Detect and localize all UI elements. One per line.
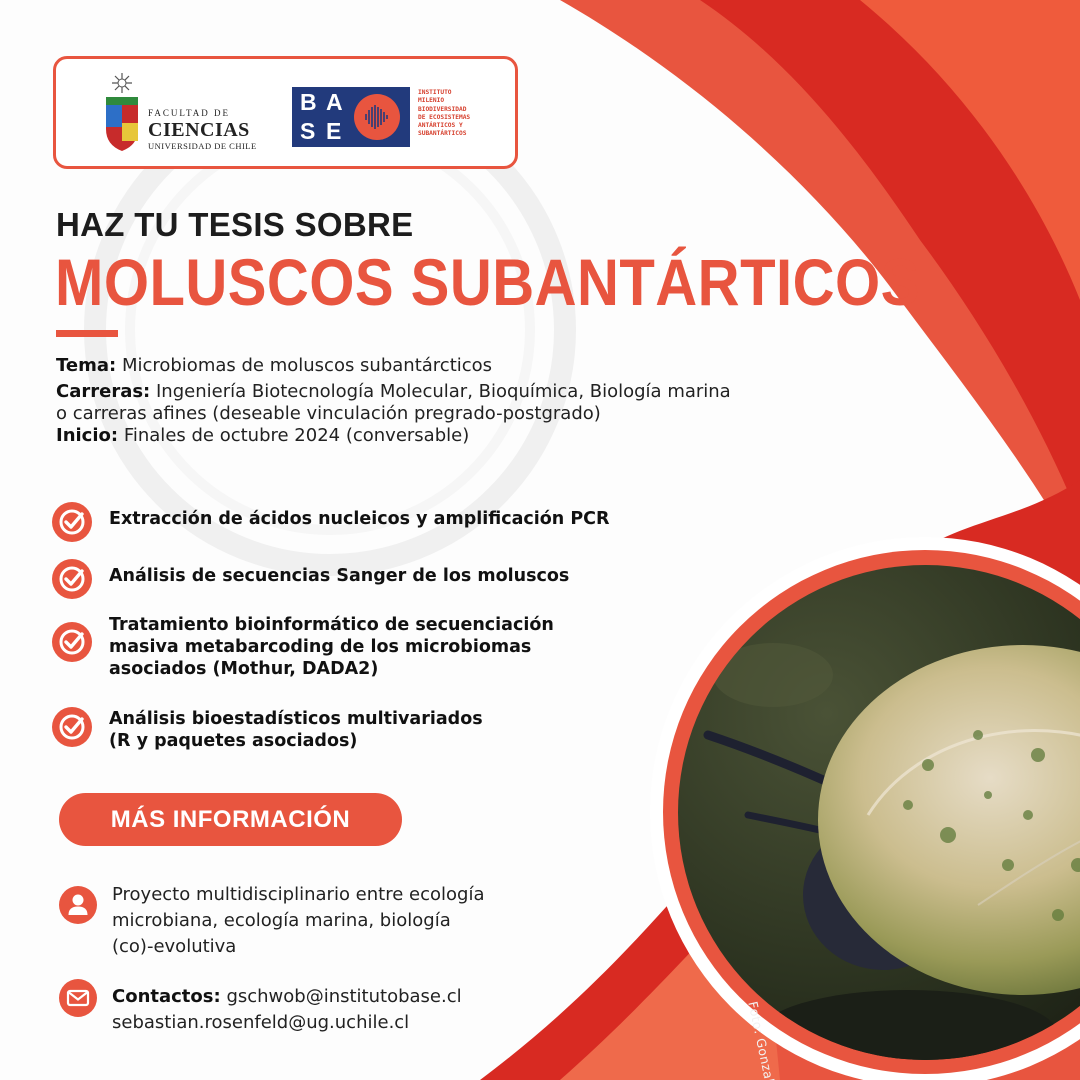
checklist-text: Extracción de ácidos nucleicos y amplificación PCR bbox=[109, 509, 610, 529]
checklist-text: Tratamiento bioinformático de secuenciación masiva metabarcoding de los microbiomas asociados (Mothur, DADA2) bbox=[109, 615, 554, 679]
base-institute-text: INSTITUTO MILENIO BIODIVERSIDAD DE ECOSISTEMAS ANTÁRTICOS Y SUBANTÁRTICOS bbox=[418, 89, 471, 138]
contact-email-2[interactable]: sebastian.rosenfeld@ug.uchile.cl bbox=[112, 1012, 410, 1033]
checklist-text: Análisis de secuencias Sanger de los moluscos bbox=[109, 566, 570, 586]
university-crest-icon bbox=[101, 71, 143, 153]
contact-line-1: Contactos: gschwob@institutobase.cl bbox=[112, 986, 462, 1007]
project-description: Proyecto multidisciplinario entre ecología microbiana, ecología marina, biología (co)-evolutiva bbox=[112, 884, 485, 957]
info-tema: Tema: Microbiomas de moluscos subantárcticos bbox=[56, 355, 493, 376]
base-letter-a: A bbox=[326, 89, 343, 115]
faculty-logo-text bbox=[148, 109, 257, 151]
mail-icon bbox=[59, 979, 97, 1017]
faculty-main: CIENCIAS bbox=[148, 119, 250, 141]
base-letter-s: S bbox=[300, 118, 316, 144]
check-circle-icon bbox=[52, 707, 92, 747]
kicker-title: HAZ TU TESIS SOBRE bbox=[56, 206, 414, 243]
check-circle-icon bbox=[52, 622, 92, 662]
more-info-button[interactable]: MÁS INFORMACIÓN bbox=[59, 793, 402, 846]
base-circle-icon bbox=[354, 94, 400, 140]
contact-email-1[interactable]: gschwob@institutobase.cl bbox=[226, 986, 462, 1007]
info-inicio: Inicio: Finales de octubre 2024 (conversable) bbox=[56, 425, 470, 446]
contacts bbox=[112, 984, 462, 1036]
base-letter-e: E bbox=[326, 118, 342, 144]
title-underline bbox=[56, 330, 118, 337]
base-logo bbox=[292, 87, 410, 147]
check-circle-icon bbox=[52, 559, 92, 599]
checklist-text: Análisis bioestadísticos multivariados (R y paquetes asociados) bbox=[109, 709, 483, 751]
info-carreras: Carreras: Ingeniería Biotecnología Molecular, Bioquímica, Biología marina bbox=[56, 381, 731, 402]
info-block bbox=[56, 355, 846, 451]
person-icon bbox=[59, 886, 97, 924]
check-circle-icon bbox=[52, 502, 92, 542]
info-carreras-2: o carreras afines (deseable vinculación pregrado-postgrado) bbox=[56, 403, 601, 424]
photo-credit: Foto: Gonzalo bbox=[745, 1000, 779, 1080]
faculty-top: FACULTAD DE bbox=[148, 108, 231, 118]
base-letter-b: B bbox=[300, 89, 317, 115]
faculty-bottom: UNIVERSIDAD DE CHILE bbox=[148, 141, 257, 151]
logo-panel bbox=[53, 56, 518, 169]
page-title: MOLUSCOS SUBANTÁRTICOS bbox=[55, 245, 920, 319]
